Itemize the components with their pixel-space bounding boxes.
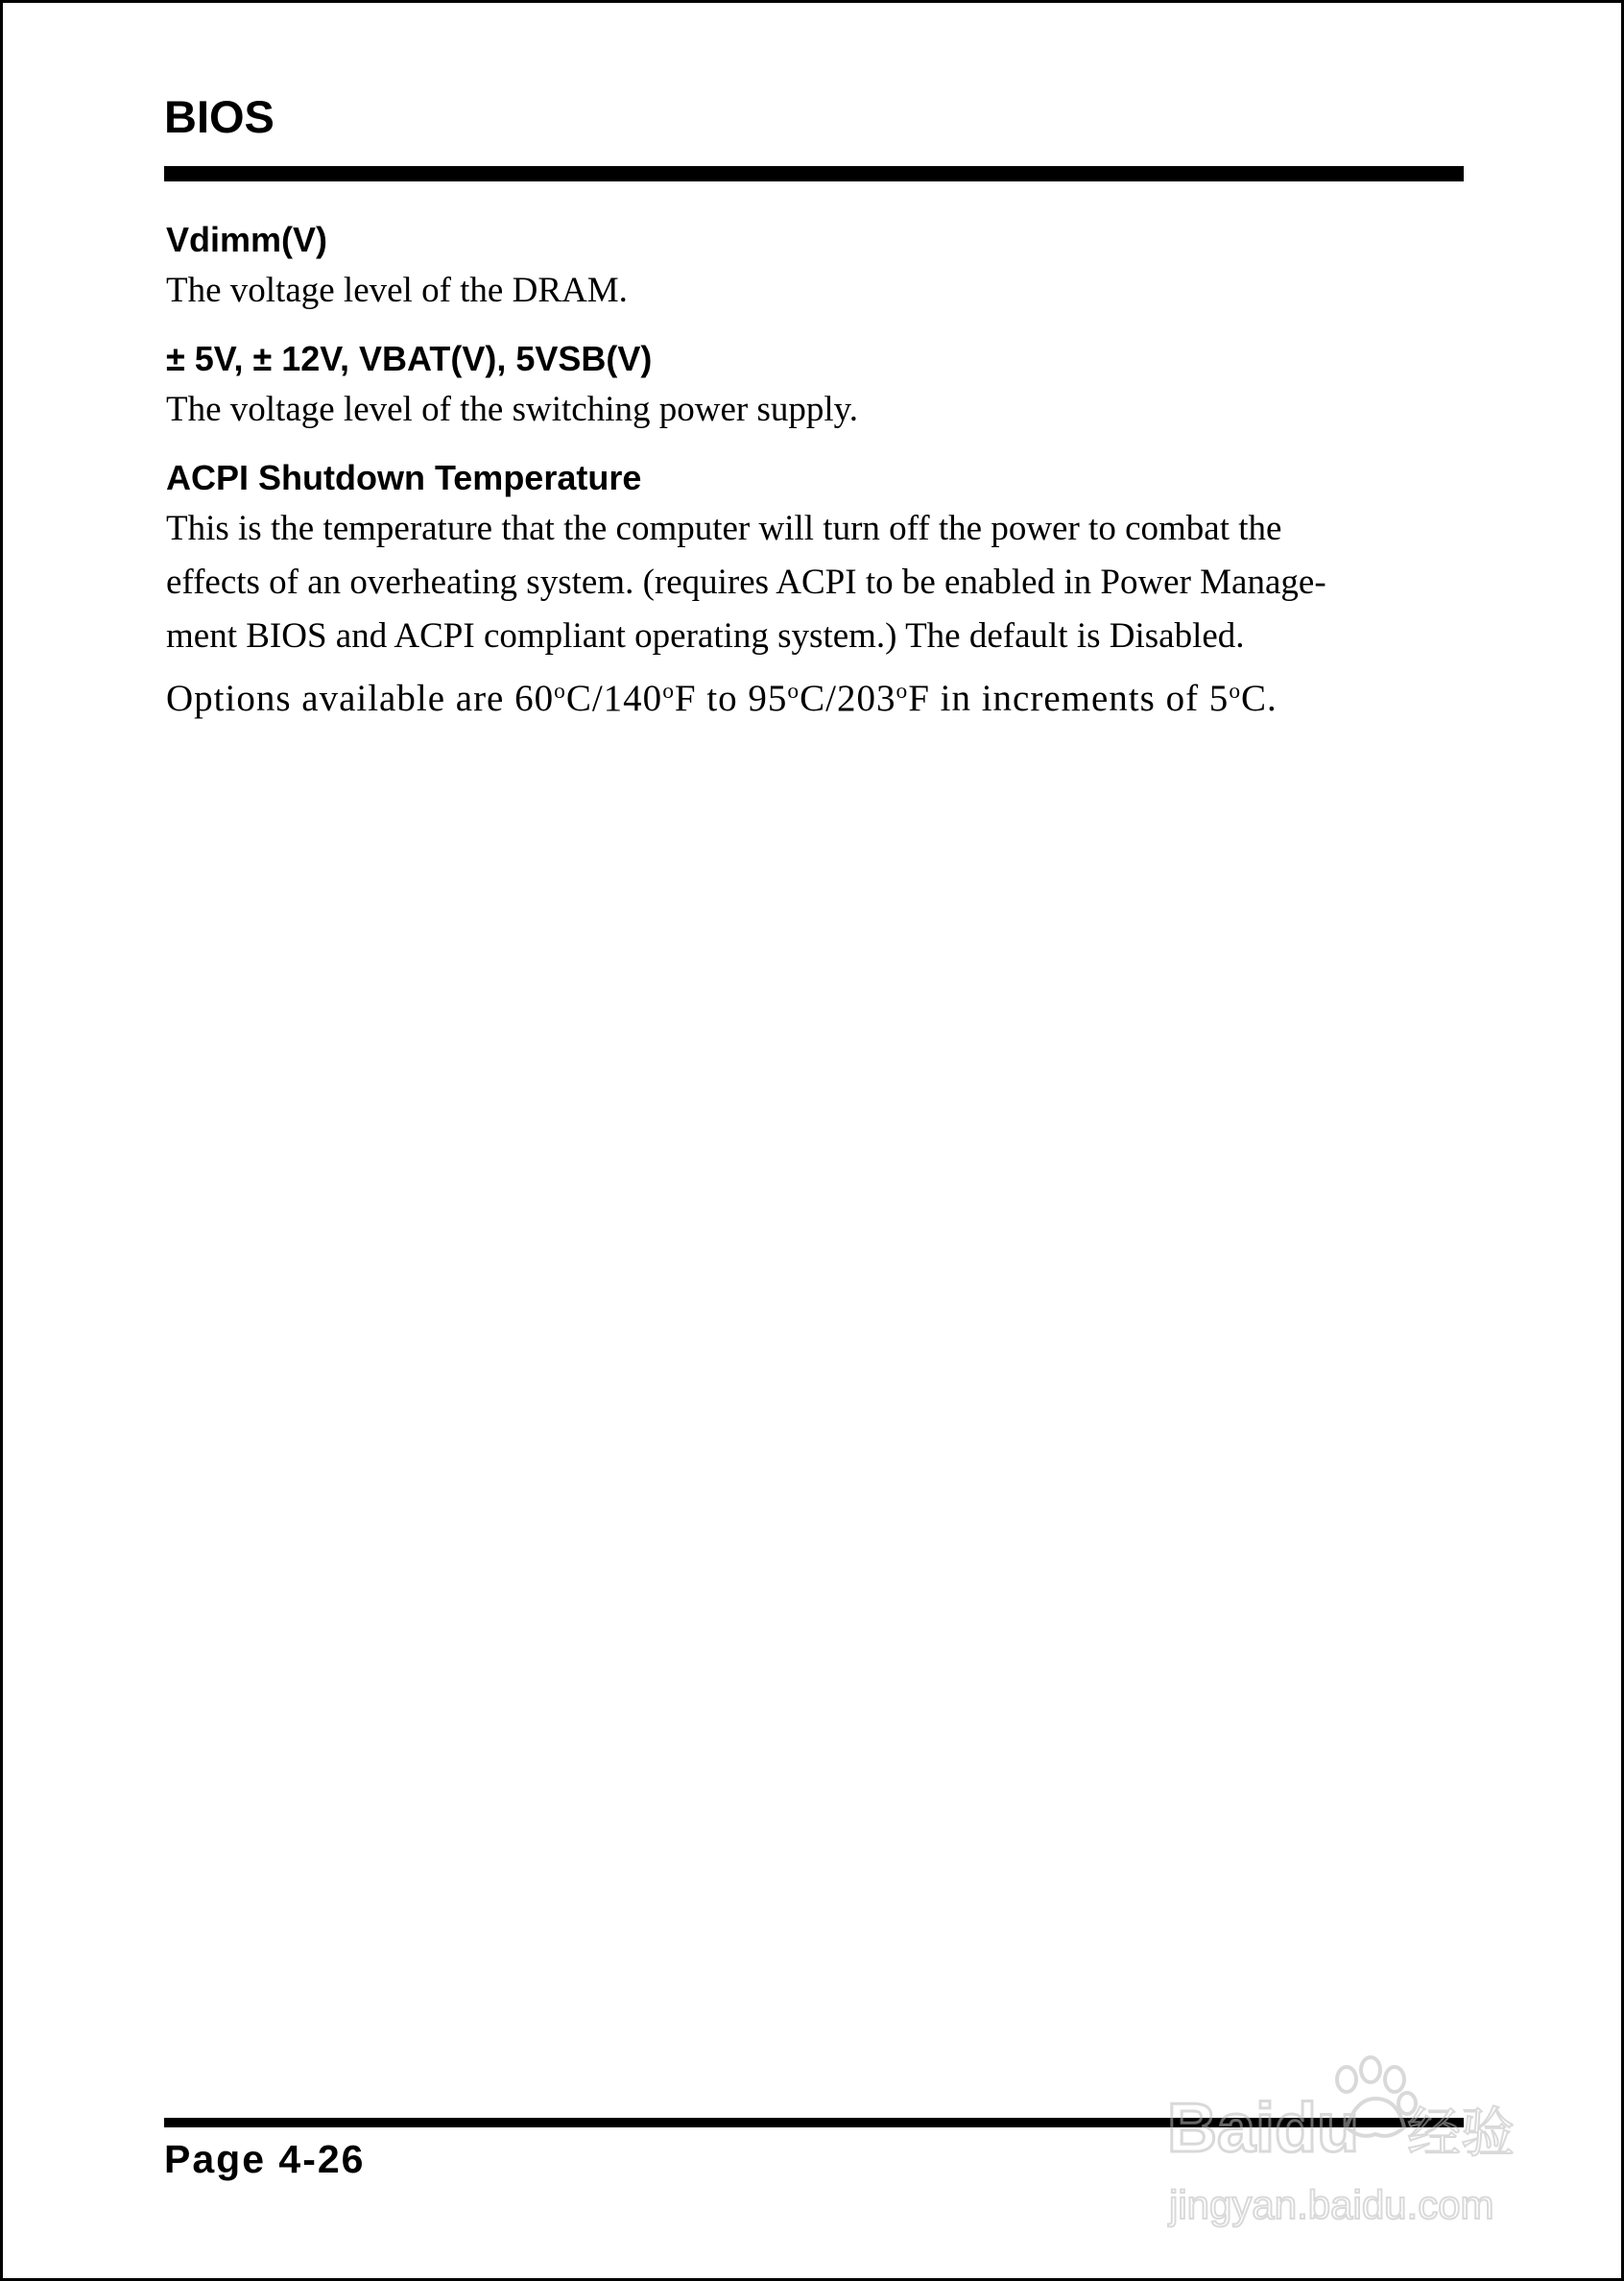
- section-heading: Vdimm(V): [166, 220, 328, 259]
- degree-mark: o: [1229, 679, 1242, 704]
- options-text: C/140: [565, 677, 663, 719]
- section-heading: ACPI Shutdown Temperature: [166, 458, 642, 497]
- section-body-line: ment BIOS and ACPI compliant operating system.) The default is Disabled.: [166, 616, 1245, 656]
- header-divider: [164, 166, 1464, 181]
- section-body: The voltage level of the switching power supply.: [166, 390, 858, 429]
- section-vdimm: [166, 216, 1457, 318]
- degree-mark: o: [554, 679, 566, 704]
- section-heading: ± 5V, ± 12V, VBAT(V), 5VSB(V): [166, 339, 653, 378]
- options-text: C.: [1241, 677, 1278, 719]
- options-text: C/203: [800, 677, 896, 719]
- degree-mark: o: [787, 679, 800, 704]
- degree-mark: o: [662, 679, 675, 704]
- watermark-url: jingyan.baidu.com: [1169, 2182, 1494, 2227]
- options-line: [166, 663, 1457, 727]
- watermark-brand: Baidu: [1167, 2090, 1360, 2167]
- options-text: Options available are 60: [166, 677, 555, 719]
- degree-mark: o: [896, 679, 909, 704]
- options-text: F to 95: [674, 677, 788, 719]
- section-acpi-shutdown-temperature: [166, 454, 1457, 727]
- options-text: F in increments of 5: [908, 677, 1230, 719]
- section-body-line: effects of an overheating system. (requires ACPI to be enabled in Power Manage-: [166, 563, 1326, 602]
- section-body: The voltage level of the DRAM.: [166, 271, 628, 310]
- page-header-title: BIOS: [164, 91, 275, 142]
- section-voltages: [166, 335, 1457, 437]
- section-body-line: This is the temperature that the computer will turn off the power to combat the: [166, 509, 1282, 548]
- watermark-brand-cn: 经验: [1407, 2102, 1515, 2165]
- baidu-jingyan-watermark: [1150, 2036, 1534, 2228]
- page-number: Page 4-26: [164, 2137, 366, 2181]
- page-content: [166, 216, 1457, 744]
